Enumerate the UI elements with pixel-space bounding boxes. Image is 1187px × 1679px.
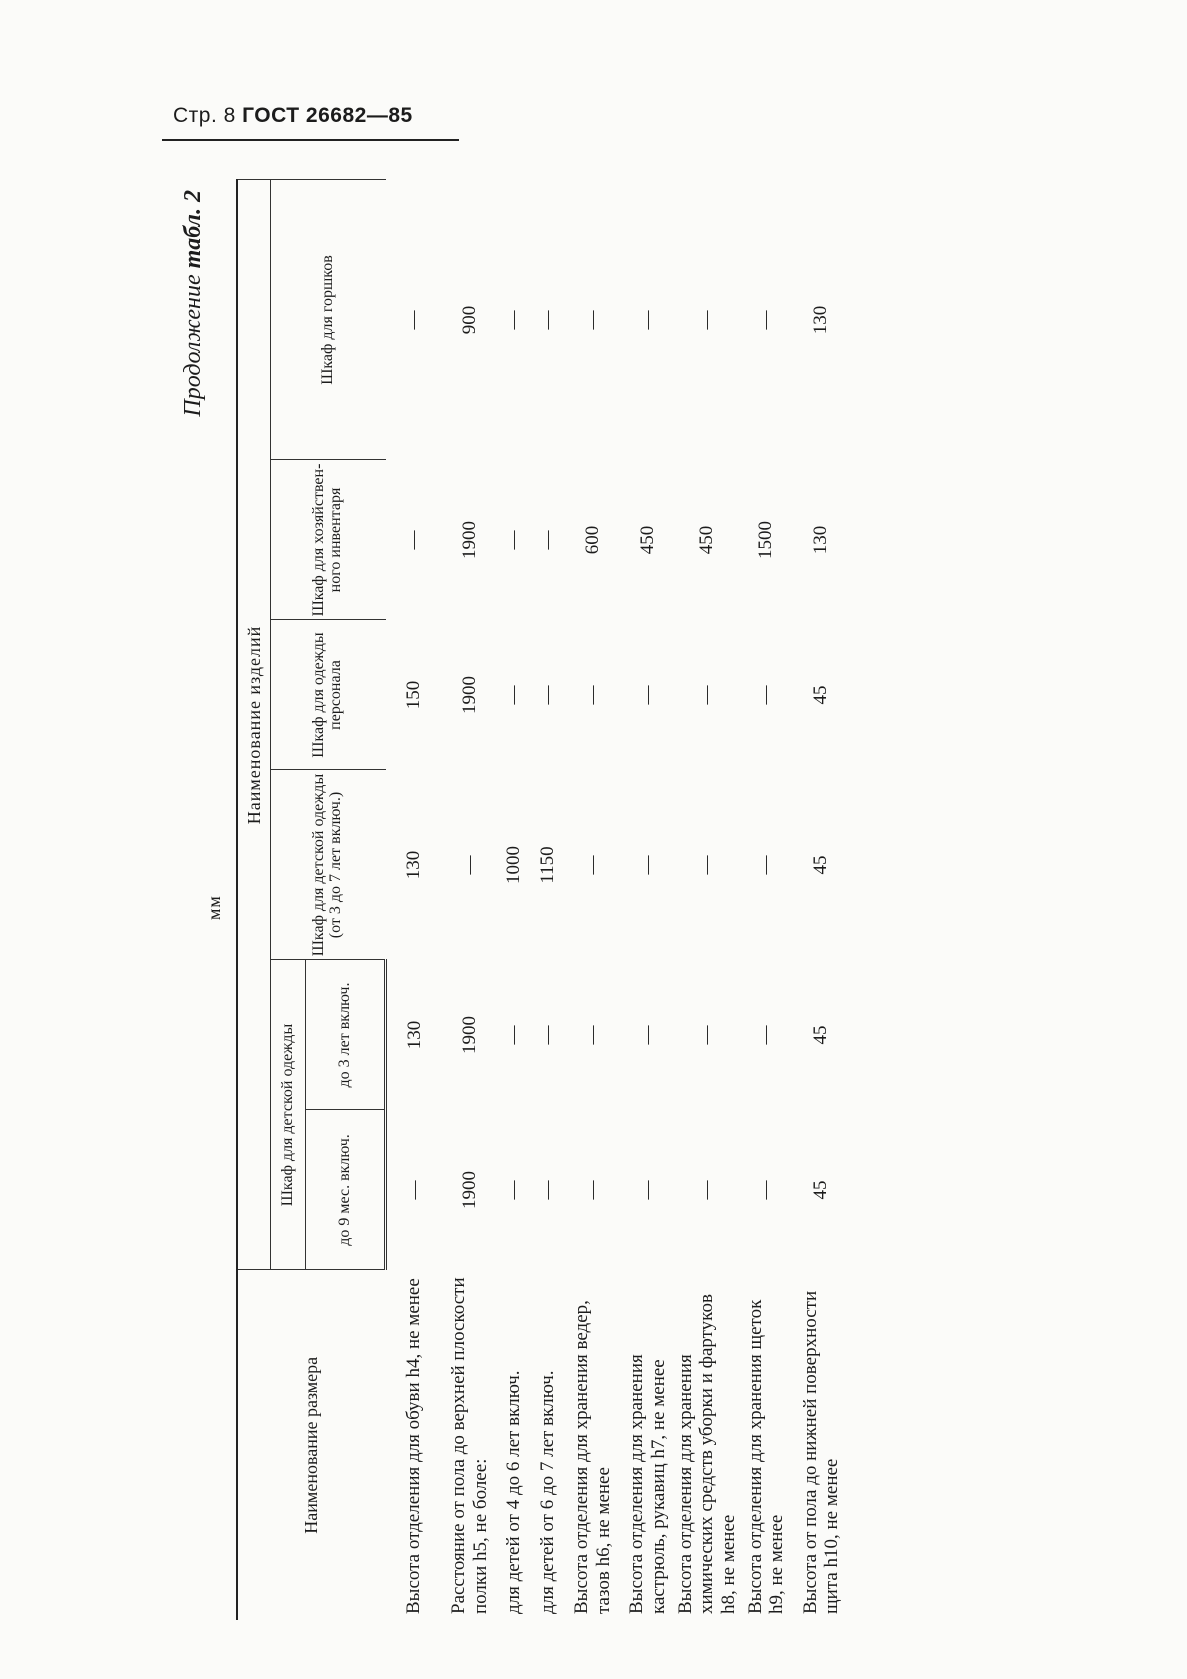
- table-cell: —: [755, 1180, 777, 1200]
- table-row: [442, 180, 497, 1620]
- table-cell: —: [402, 310, 424, 330]
- table-row: [386, 180, 443, 1620]
- table-cell: —: [537, 685, 558, 705]
- table-cell: 150: [402, 680, 424, 710]
- header-col-staff: Шкаф для одежды персонала: [271, 620, 386, 770]
- table-cell: —: [755, 310, 777, 330]
- table-row: [794, 180, 849, 1620]
- dimensions-table: [236, 179, 849, 1620]
- row-name: для детей от 4 до 6 лет включ.: [503, 1370, 525, 1614]
- table-cell: 1900: [458, 1016, 480, 1054]
- table-cell: —: [581, 855, 603, 875]
- table-cell: —: [695, 310, 717, 330]
- table-cell: 45: [810, 1180, 832, 1200]
- header-col-potties: Шкаф для горшков: [271, 180, 386, 460]
- table-cell: —: [537, 310, 558, 330]
- header-col-9-months: до 9 мес. включ.: [306, 1110, 386, 1270]
- table-cell: —: [755, 855, 777, 875]
- row-name: Высота отделения для обуви h4, не менее: [403, 1278, 425, 1614]
- table-caption: [180, 190, 207, 417]
- page-header: [173, 104, 413, 128]
- table-cell: —: [503, 530, 524, 550]
- page-number: Стр. 8: [173, 104, 236, 127]
- table-cell: —: [581, 1180, 603, 1200]
- table-cell: —: [458, 855, 480, 875]
- table-cell: 130: [810, 305, 832, 335]
- table-cell: —: [581, 1025, 603, 1045]
- table-cell: —: [636, 685, 658, 705]
- table-cell: 130: [402, 850, 424, 880]
- table-cell: 130: [810, 525, 832, 555]
- table-cell: 1900: [458, 676, 480, 714]
- table-row: [497, 180, 531, 1620]
- table-cell: —: [755, 685, 777, 705]
- table-cell: 45: [810, 1025, 832, 1045]
- header-product-group: Наименование изделий: [237, 180, 271, 1270]
- header-children-wardrobe: Шкаф для детской одежды: [271, 960, 306, 1270]
- table-cell: —: [581, 685, 603, 705]
- table-cell: —: [755, 1025, 777, 1045]
- table-cell: 1900: [458, 521, 480, 559]
- table-cell: 45: [810, 685, 832, 705]
- row-name: Высота отделения для хранения ведер, тазов h6, не менее: [571, 1300, 614, 1614]
- table-cell: —: [503, 1025, 524, 1045]
- row-name: Расстояние от пола до верхней плоскости полки h5, не более:: [448, 1277, 491, 1614]
- caption-table-ref: табл. 2: [180, 190, 206, 269]
- table-cell: —: [503, 310, 524, 330]
- table-cell: —: [403, 1180, 425, 1200]
- table-cell: 600: [581, 525, 603, 555]
- table-cell: —: [695, 855, 717, 875]
- header-col-household: Шкаф для хозяйственного инвентаря: [271, 460, 386, 620]
- table-cell: 1500: [755, 521, 777, 559]
- table-cell: —: [537, 1180, 558, 1200]
- table-cell: 1150: [537, 846, 558, 884]
- table-cell: —: [537, 1025, 558, 1045]
- table-cell: —: [695, 685, 717, 705]
- table-cell: —: [581, 310, 603, 330]
- table-row: [739, 180, 794, 1620]
- table-cell: —: [636, 310, 658, 330]
- table-cell: 900: [458, 305, 480, 335]
- row-name: Высота отделения для хранения кастрюль, рукавиц h7, не менее: [626, 1354, 669, 1614]
- table-row: [565, 180, 620, 1620]
- table-cell: 450: [695, 525, 717, 555]
- table-cell: 450: [636, 525, 658, 555]
- table-row: [620, 180, 675, 1620]
- table-cell: —: [636, 1180, 658, 1200]
- table-cell: —: [503, 1180, 524, 1200]
- table-row: [675, 180, 739, 1620]
- row-name: Высота от пола до нижней поверхности щита h10, не менее: [800, 1290, 843, 1614]
- table-cell: 45: [810, 855, 832, 875]
- standard-number: ГОСТ 26682—85: [242, 104, 413, 127]
- row-name: Высота отделения для хранения химических средств уборки и фартуков h8, не менее: [675, 1294, 739, 1614]
- rotated-table-area: [180, 180, 980, 1620]
- table-cell: —: [503, 685, 524, 705]
- header-dimension-name: Наименование размера: [237, 1270, 386, 1620]
- table-cell: —: [402, 530, 424, 550]
- header-col-3-years: до 3 лет включ.: [306, 960, 386, 1110]
- header-col-children-3-7: Шкаф для детской одежды (от 3 до 7 лет включ.): [271, 770, 386, 960]
- table-cell: 1900: [458, 1171, 480, 1209]
- table-cell: 130: [403, 1020, 425, 1050]
- table-row: [531, 180, 565, 1620]
- units-label: мм: [204, 895, 224, 920]
- table-cell: —: [537, 530, 558, 550]
- table-cell: —: [636, 855, 658, 875]
- table-cell: —: [636, 1025, 658, 1045]
- caption-word: Продолжение: [180, 274, 206, 417]
- row-name: Высота отделения для хранения щеток h9, не менее: [745, 1299, 788, 1614]
- table-cell: —: [695, 1180, 717, 1200]
- table-cell: 1000: [503, 846, 524, 884]
- table-cell: —: [695, 1025, 717, 1045]
- header-rule: [162, 139, 459, 141]
- row-name: для детей от 6 до 7 лет включ.: [537, 1370, 559, 1614]
